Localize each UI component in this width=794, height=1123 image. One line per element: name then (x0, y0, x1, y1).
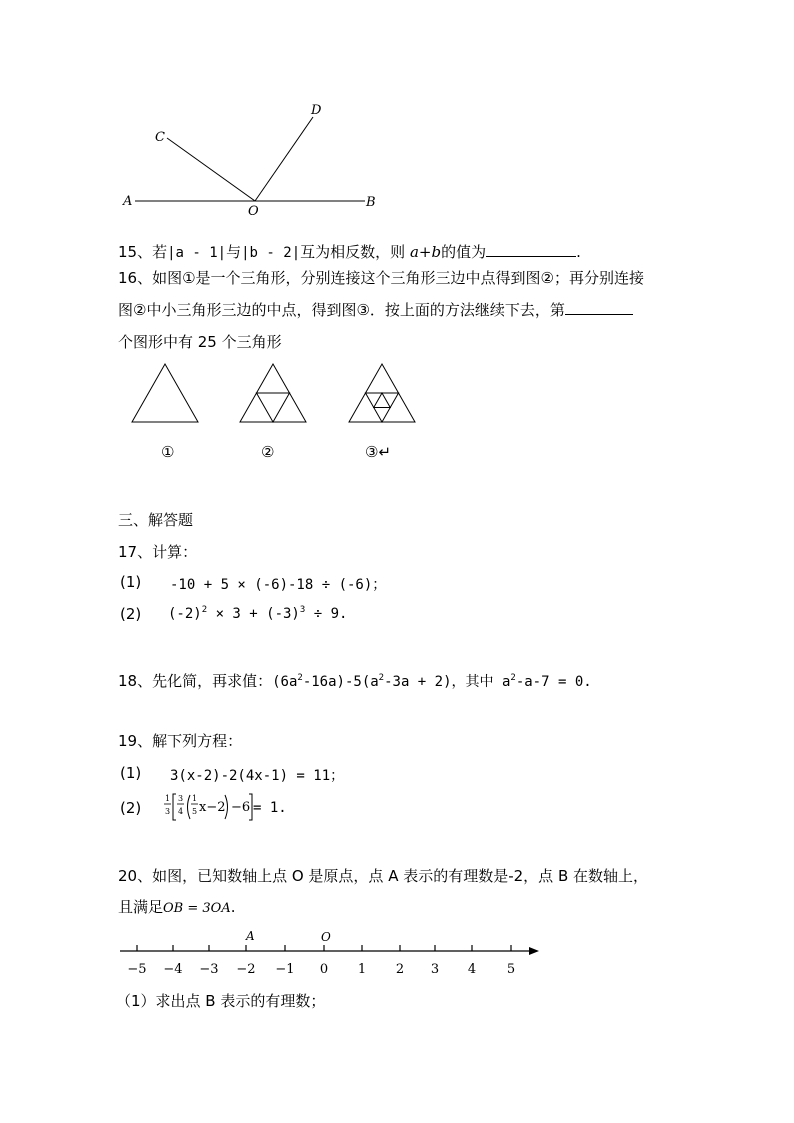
q19-part-1-number: (1) (120, 764, 142, 782)
question-16-line-2 (118, 300, 633, 320)
q15-expr: a+b (409, 243, 442, 261)
q17-part-2-expr (168, 606, 347, 622)
q20-sub-question-1: （1）求出点 B 表示的有理数； (116, 992, 326, 1010)
q15-number: 15、若 (118, 243, 168, 261)
number-line-ticks (127, 945, 515, 977)
figure-label-2: ② (261, 443, 275, 461)
q17-p2-exp1: 2 (201, 605, 208, 615)
question-16-line-1: 16、如图①是一个三角形，分别连接这个三角形三边中点得到图②；再分别连接 (118, 269, 644, 287)
q15-tail: 的值为 (441, 243, 487, 261)
q19-part-2-number: (2) (120, 799, 142, 817)
question-20-line-1: 20、如图，已知数轴上点 O 是原点，点 A 表示的有理数是-2，点 B 在数轴上， (118, 867, 649, 885)
q17-part-1-expr: -10 + 5 × (-6)-18 ÷ (-6)； (170, 577, 387, 593)
q15-abs2: |b - 2| (241, 245, 301, 261)
label-b: B (366, 195, 376, 210)
q19-part-2-formula (163, 790, 255, 824)
svg-text:1: 1 (165, 794, 171, 803)
q18-d: -a-7 = 0. (515, 674, 592, 690)
label-a: A (123, 194, 133, 209)
tick-label: 1 (357, 962, 367, 977)
triangle-figure-3 (347, 362, 417, 424)
svg-text:5: 5 (192, 807, 198, 816)
triangle-figure-1 (130, 362, 200, 424)
q15-abs1: |a - 1| (167, 245, 227, 261)
q17-p2-exp2: 3 (299, 605, 306, 615)
q15-answer-blank (486, 242, 576, 257)
q18-e2: 2 (378, 673, 385, 683)
tick-label: 2 (395, 962, 405, 977)
q18-e1: 2 (297, 673, 303, 683)
question-15 (118, 242, 581, 263)
svg-text:x−2: x−2 (199, 800, 226, 815)
label-o: O (248, 204, 259, 219)
question-18 (118, 671, 592, 692)
section-title: 三、解答题 (118, 511, 194, 529)
q18-b: -16a)-5(a (302, 674, 379, 690)
q15-text: 互为相反数，则 (300, 243, 406, 261)
tick-label: −1 (275, 962, 295, 977)
tick-label: 0 (319, 962, 329, 977)
tick-label: −3 (199, 962, 219, 977)
q18-expr (272, 674, 592, 690)
angle-figure (115, 95, 385, 220)
point-a-label: A (246, 929, 255, 943)
q20-line2-end: . (230, 898, 236, 916)
q16-answer-blank (565, 300, 633, 315)
tick-label: −5 (127, 962, 147, 977)
question-17-title: 17、计算： (118, 543, 198, 561)
q20-line2-lead: 且满足 (118, 898, 164, 916)
svg-text:3: 3 (165, 807, 171, 816)
svg-text:3: 3 (178, 794, 184, 803)
q15-end: . (576, 243, 581, 261)
number-line (115, 925, 545, 980)
tick-label: 5 (506, 962, 516, 977)
q17-part-1-number: (1) (120, 573, 142, 591)
figure-label-3: ③↵ (365, 443, 392, 461)
label-d: D (311, 103, 322, 118)
q18-e3: 2 (510, 673, 516, 683)
q17-p2-b: × 3 + (-3) (207, 606, 300, 622)
question-16-line-3: 个图形中有 25 个三角形 (118, 333, 282, 351)
label-c: C (155, 130, 165, 145)
q17-p2-a: (-2) (168, 606, 202, 622)
triangle-figure-2 (238, 362, 308, 424)
q16-line2-text: 图②中小三角形三边的中点，得到图③．按上面的方法继续下去，第 (118, 301, 565, 319)
svg-text:−6: −6 (231, 800, 251, 815)
q18-a: (6a (272, 674, 298, 690)
svg-text:4: 4 (178, 807, 184, 816)
q15-mid: 与 (226, 243, 242, 261)
tick-label: 3 (430, 962, 440, 977)
tick-label: 4 (467, 962, 477, 977)
q17-p2-c: ÷ 9. (305, 606, 348, 622)
point-o-label: O (321, 930, 331, 944)
svg-text:1: 1 (192, 794, 198, 803)
q19-part-1-expr: 3(x-2)-2(4x-1) = 11； (170, 768, 345, 784)
q18-lead: 18、先化简，再求值： (118, 672, 273, 690)
q17-part-2-number: (2) (120, 605, 142, 623)
q20-line2-expr: OB = 3OA (163, 901, 231, 916)
q19-part-2-tail: = 1. (253, 800, 287, 816)
question-20-line-2 (118, 897, 235, 919)
tick-label: −2 (236, 962, 256, 977)
tick-label: −4 (163, 962, 183, 977)
figure-label-1: ① (161, 443, 175, 461)
q18-c: -3a + 2)，其中 a (384, 674, 511, 690)
question-19-title: 19、解下列方程： (118, 732, 243, 750)
